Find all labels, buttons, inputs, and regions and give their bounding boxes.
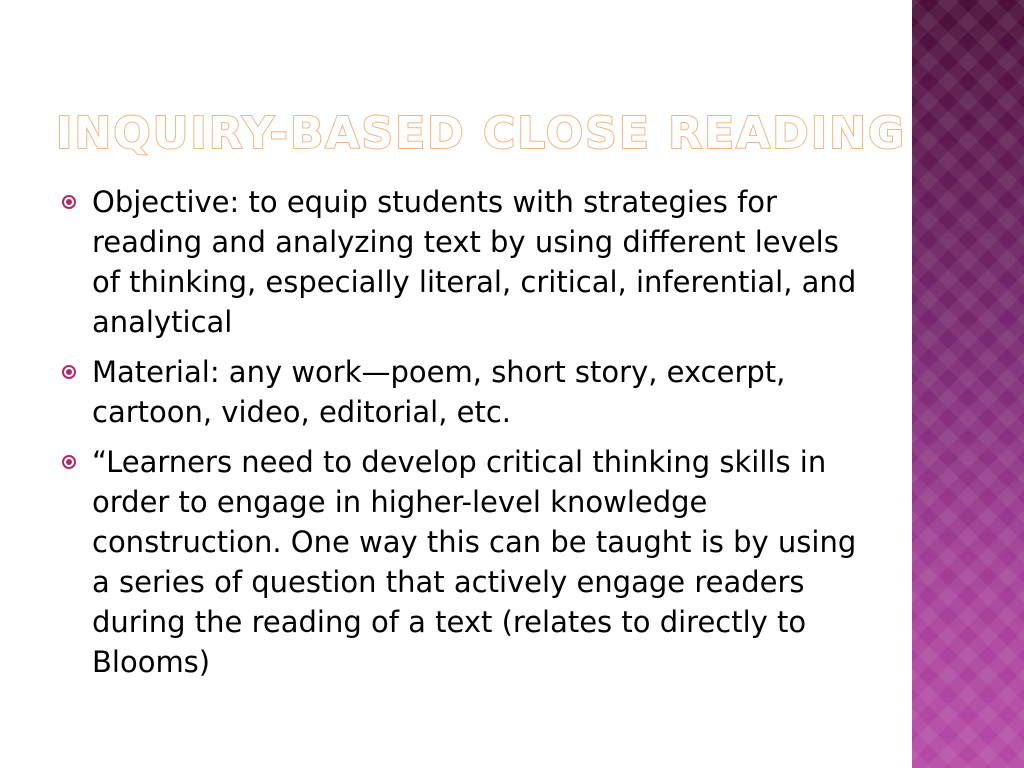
bullet-item-objective [62, 182, 862, 342]
bullet-item-material [62, 352, 862, 432]
bullet-item-quote [62, 442, 862, 682]
bullet-text: “Learners need to develop critical thinking skills in order to engage in higher-level knowledge construction. One way this can be taught is by using a series of question that actively engage readers during the reading of a text (relates to directly to Blooms) [92, 445, 857, 679]
bullet-list [62, 182, 862, 692]
slide-title: INQUIRY-BASED CLOSE READING [56, 108, 907, 159]
circle-bullet-icon [62, 455, 76, 469]
bullet-text: Material: any work—poem, short story, excerpt, cartoon, video, editorial, etc. [92, 355, 786, 429]
decorative-side-band [912, 0, 1024, 768]
circle-bullet-icon [62, 195, 76, 209]
circle-bullet-icon [62, 365, 76, 379]
bullet-text: Objective: to equip students with strategies for reading and analyzing text by using different levels of thinking, especially literal, critical, inferential, and analytical [92, 185, 857, 339]
